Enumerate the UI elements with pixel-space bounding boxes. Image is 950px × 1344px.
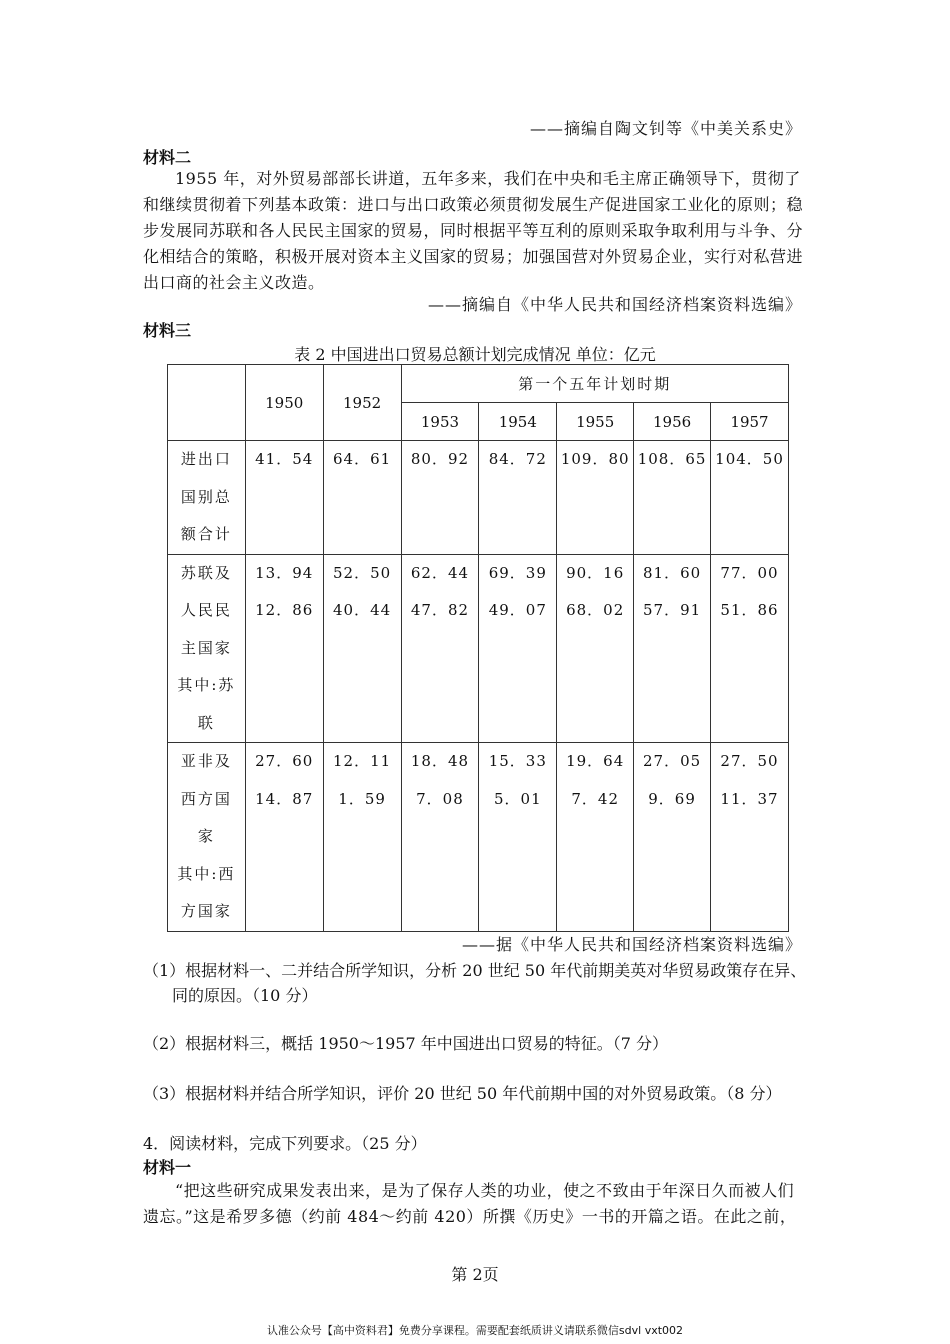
material-2-line: 出口商的社会主义改造。 (143, 273, 325, 292)
footer-note: 认准公众号【高中资料君】免费分享课程。需要配套纸质讲义请联系微信sdvl vxt002 (266, 1324, 684, 1337)
year-header: 1952 (323, 365, 401, 441)
question-1-continued: 同的原因。（10 分） (172, 986, 318, 1005)
table-corner-cell (168, 365, 246, 441)
value-cell: 80．92 (401, 441, 479, 555)
value-cell: 27．60 14．87 (245, 743, 323, 932)
value-cell: 109．80 (557, 441, 634, 555)
value-cell: 13．94 12．86 (245, 554, 323, 743)
row-label: 进出口 国别总 额合计 (168, 441, 246, 555)
value-cell: 52．50 40．44 (323, 554, 401, 743)
material-2-line: 1955 年，对外贸易部部长讲道，五年多来，我们在中央和毛主席正确领导下，贯彻了 (175, 169, 801, 188)
question-4-material-1-heading: 材料一 (143, 1158, 192, 1177)
row-label: 苏联及 人民民 主国家 其中:苏 联 (168, 554, 246, 743)
value-cell: 90．16 68．02 (557, 554, 634, 743)
value-cell: 12．11 1．59 (323, 743, 401, 932)
value-cell: 64．61 (323, 441, 401, 555)
question-4-title: 4．阅读材料，完成下列要求。（25 分） (143, 1134, 427, 1153)
value-cell: 19．64 7．42 (557, 743, 634, 932)
material-2-line: 化相结合的策略，积极开展对资本主义国家的贸易；加强国营对外贸易企业，实行对私营进 (143, 247, 804, 266)
source-material-3: ——据《中华人民共和国经济档案资料选编》 (461, 935, 802, 954)
table-row (168, 743, 789, 932)
material-2-heading: 材料二 (143, 148, 192, 167)
table-row (168, 554, 789, 743)
material-3-heading: 材料三 (143, 321, 192, 340)
year-header: 1955 (557, 403, 634, 441)
row-label: 亚非及 西方国 家 其中:西 方国家 (168, 743, 246, 932)
question-4-line: “把这些研究成果发表出来，是为了保存人类的功业，使之不致由于年深日久而被人们 (175, 1181, 795, 1200)
material-2-paragraph (143, 166, 807, 296)
period-header: 第一个五年计划时期 (401, 365, 788, 403)
value-cell: 84．72 (479, 441, 557, 555)
table-row (168, 441, 789, 555)
value-cell: 108．65 (634, 441, 711, 555)
material-2-line: 和继续贯彻着下列基本政策：进口与出口政策必须贯彻发展生产促进国家工业化的原则；稳 (143, 195, 804, 214)
question-1: （1）根据材料一、二并结合所学知识，分析 20 世纪 50 年代前期美英对华贸易政策存在异、 (143, 961, 807, 980)
value-cell: 77．00 51．86 (711, 554, 789, 743)
year-header: 1956 (634, 403, 711, 441)
value-cell: 15．33 5．01 (479, 743, 557, 932)
value-cell: 41．54 (245, 441, 323, 555)
page-number: 第 2页 (451, 1265, 499, 1284)
value-cell: 27．05 9．69 (634, 743, 711, 932)
trade-table (167, 364, 789, 932)
value-cell: 104．50 (711, 441, 789, 555)
table-title: 表 2 中国进出口贸易总额计划完成情况 单位：亿元 (294, 345, 656, 364)
material-2-line: 步发展同苏联和各人民民主国家的贸易，同时根据平等互利的原则采取争取利用与斗争、分 (143, 221, 804, 240)
question-4-paragraph (143, 1178, 807, 1230)
year-header: 1953 (401, 403, 479, 441)
year-header: 1957 (711, 403, 789, 441)
question-4-line: 遗忘。”这是希罗多德（约前 484～约前 420）所撰《历史》一书的开篇之语。在此之前， (143, 1207, 797, 1226)
source-material-2: ——摘编自《中华人民共和国经济档案资料选编》 (427, 295, 802, 314)
value-cell: 62．44 47．82 (401, 554, 479, 743)
value-cell: 69．39 49．07 (479, 554, 557, 743)
value-cell: 18．48 7．08 (401, 743, 479, 932)
value-cell: 81．60 57．91 (634, 554, 711, 743)
year-header: 1954 (479, 403, 557, 441)
value-cell: 27．50 11．37 (711, 743, 789, 932)
question-3: （3）根据材料并结合所学知识，评价 20 世纪 50 年代前期中国的对外贸易政策。（8 分） (143, 1084, 782, 1103)
year-header: 1950 (245, 365, 323, 441)
source-material-1: ——摘编自陶文钊等《中美关系史》 (529, 119, 802, 138)
question-2: （2）根据材料三，概括 1950～1957 年中国进出口贸易的特征。（7 分） (143, 1034, 669, 1053)
